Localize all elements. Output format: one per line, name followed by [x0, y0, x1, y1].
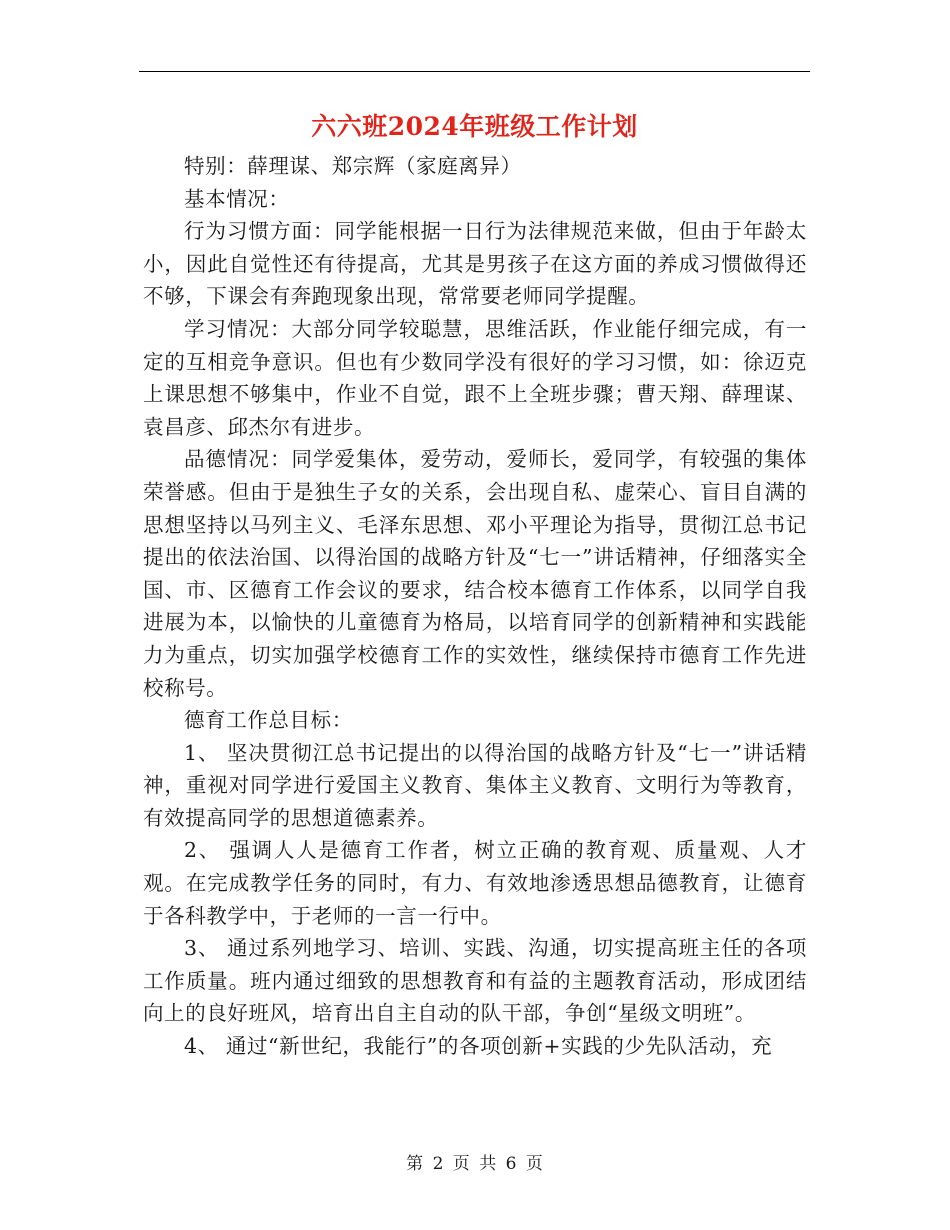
footer-page-number: 2 [432, 1154, 444, 1174]
paragraph-goal-4: 4、 通过“新世纪，我能行”的各项创新+实践的少先队活动，充 [184, 1034, 773, 1059]
paragraph-study: 学习情况：大部分同学较聪慧，思维活跃，作业能仔细完成，有一定的互相竞争意识。但也有少数同学没有很好的学习习惯，如：徐迈克上课思想不够集中，作业不自觉，跟不上全班步骤；曹天翔、薛理谋、袁昌彦、邱杰尔有进步。 [143, 316, 807, 439]
paragraph-moral: 品德情况：同学爱集体，爱劳动，爱师长，爱同学，有较强的集体荣誉感。但由于是独生子女的关系，会出现自私、虚荣心、盲目自满的思想坚持以马列主义、毛泽东思想、邓小平理论为指导，贯彻江总书记提出的依法治国、以得治国的战略方针及“七一”讲话精神，仔细落实全国、市、区德育工作会议的要求，结合校本德育工作体系，以同学自我进展为本，以愉快的儿童德育为格局，以培育同学的创新精神和实践能力为重点，切实加强学校德育工作的实效性，继续保持市德育工作先进校称号。 [143, 447, 807, 700]
footer-total-unit: 页 [525, 1154, 543, 1174]
paragraph-goal-2: 2、 强调人人是德育工作者，树立正确的教育观、质量观、人才观。在完成教学任务的同时，有力、有效地渗透思想品德教育，让德育于各科教学中，于老师的一言一行中。 [143, 838, 807, 928]
paragraph-behavior: 行为习惯方面：同学能根据一日行为法律规范来做，但由于年龄太小，因此自觉性还有待提高，尤其是男孩子在这方面的养成习惯做得还不够，下课会有奔跑现象出现，常常要老师同学提醒。 [143, 219, 807, 309]
paragraph-goal-1: 1、 坚决贯彻江总书记提出的以得治国的战略方针及“七一”讲话精神，重视对同学进行爱国主义教育、集体主义教育、文明行为等教育，有效提高同学的思想道德素养。 [143, 740, 807, 830]
paragraph-basic-heading: 基本情况： [184, 186, 290, 211]
footer-total-pages: 6 [505, 1154, 517, 1174]
paragraph-goal-heading: 德育工作总目标： [184, 708, 353, 733]
footer-total-prefix: 共 [479, 1154, 497, 1174]
header-rule [139, 71, 810, 72]
footer-page-unit: 页 [452, 1154, 470, 1174]
footer-prefix: 第 [406, 1154, 424, 1174]
document-body [143, 150, 807, 1063]
paragraph-goal-3: 3、 通过系列地学习、培训、实践、沟通，切实提高班主任的各项工作质量。班内通过细致的思想教育和有益的主题教育活动，形成团结向上的良好班风，培育出自主自动的队干部，争创“星级文明班”。 [143, 936, 807, 1026]
page-footer [139, 1152, 810, 1176]
paragraph-special-note: 特别：薛理谋、郑宗辉（家庭离异） [184, 154, 522, 178]
document-title: 六六班2024年班级工作计划 [311, 112, 638, 141]
